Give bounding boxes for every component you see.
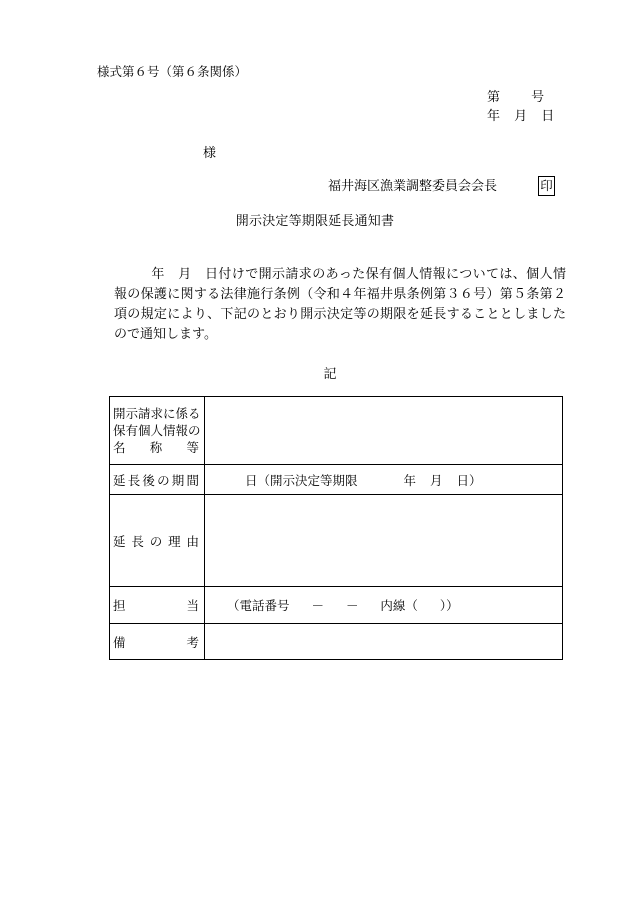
seal-stamp: 印	[538, 176, 555, 196]
body-date-prefix: 年 月 日	[151, 267, 219, 282]
value-cell-person-in-charge[interactable]	[205, 587, 563, 624]
table-row	[110, 397, 563, 465]
table-row	[110, 465, 563, 495]
label-char: の	[157, 472, 170, 488]
details-table	[109, 396, 563, 660]
ki-heading: 記	[323, 367, 337, 382]
label-char: 等	[186, 440, 199, 455]
document-date: 年 月 日	[487, 109, 555, 124]
label-line: 開示請求に係る	[113, 406, 201, 421]
label-char: 理	[168, 533, 181, 549]
document-title: 開示決定等期限延長通知書	[235, 214, 395, 229]
value-cell-reason[interactable]	[205, 495, 563, 587]
table-row	[110, 587, 563, 624]
label-line: 保有個人情報の	[113, 423, 201, 438]
value-cell-remarks[interactable]	[205, 624, 563, 660]
period-date: 年 月 日）	[403, 472, 482, 488]
period-day: 日（開示決定等期限	[245, 472, 358, 488]
contact-text: （電話番号 － － 内線（ ））	[227, 598, 459, 613]
sender-name: 福井海区漁業調整委員会会長	[328, 179, 498, 194]
label-char: の	[149, 533, 163, 549]
label-char: 期	[171, 472, 185, 488]
label-char: 延	[113, 472, 126, 488]
label-char: 間	[186, 472, 199, 488]
table-row	[110, 495, 563, 587]
table-row	[110, 624, 563, 660]
label-char: 長	[131, 533, 144, 549]
label-char: 延	[113, 533, 126, 549]
label-char: 当	[186, 598, 199, 613]
label-char: 担	[113, 598, 126, 613]
value-cell-extended-period[interactable]	[205, 465, 563, 495]
label-char: 名	[113, 440, 126, 455]
label-char: 考	[186, 634, 199, 650]
body-paragraph	[114, 265, 566, 345]
form-number: 様式第６号（第６条関係）	[97, 64, 248, 79]
label-cell-reason	[110, 495, 205, 587]
label-cell-extended-period	[110, 465, 205, 495]
label-char: 長	[127, 472, 141, 488]
label-char: 由	[186, 533, 199, 549]
label-cell-information-name	[110, 397, 205, 465]
label-char: 後	[142, 472, 155, 488]
value-cell-information-name[interactable]	[205, 397, 563, 465]
addressee: 様	[203, 146, 217, 161]
label-char: 称	[149, 440, 163, 455]
label-cell-person-in-charge	[110, 587, 205, 624]
document-number: 第 号	[487, 90, 545, 105]
label-cell-remarks	[110, 624, 205, 660]
body-text: 付けで開示請求のあった保有個人情報については、個人情報の保護に関する法律施行条例（令和４年福井県条例第３６号）第５条第２項の規定により、下記のとおり開示決定等の期限を延長することとしましたので通知します。	[114, 267, 566, 342]
label-char: 備	[113, 634, 126, 650]
